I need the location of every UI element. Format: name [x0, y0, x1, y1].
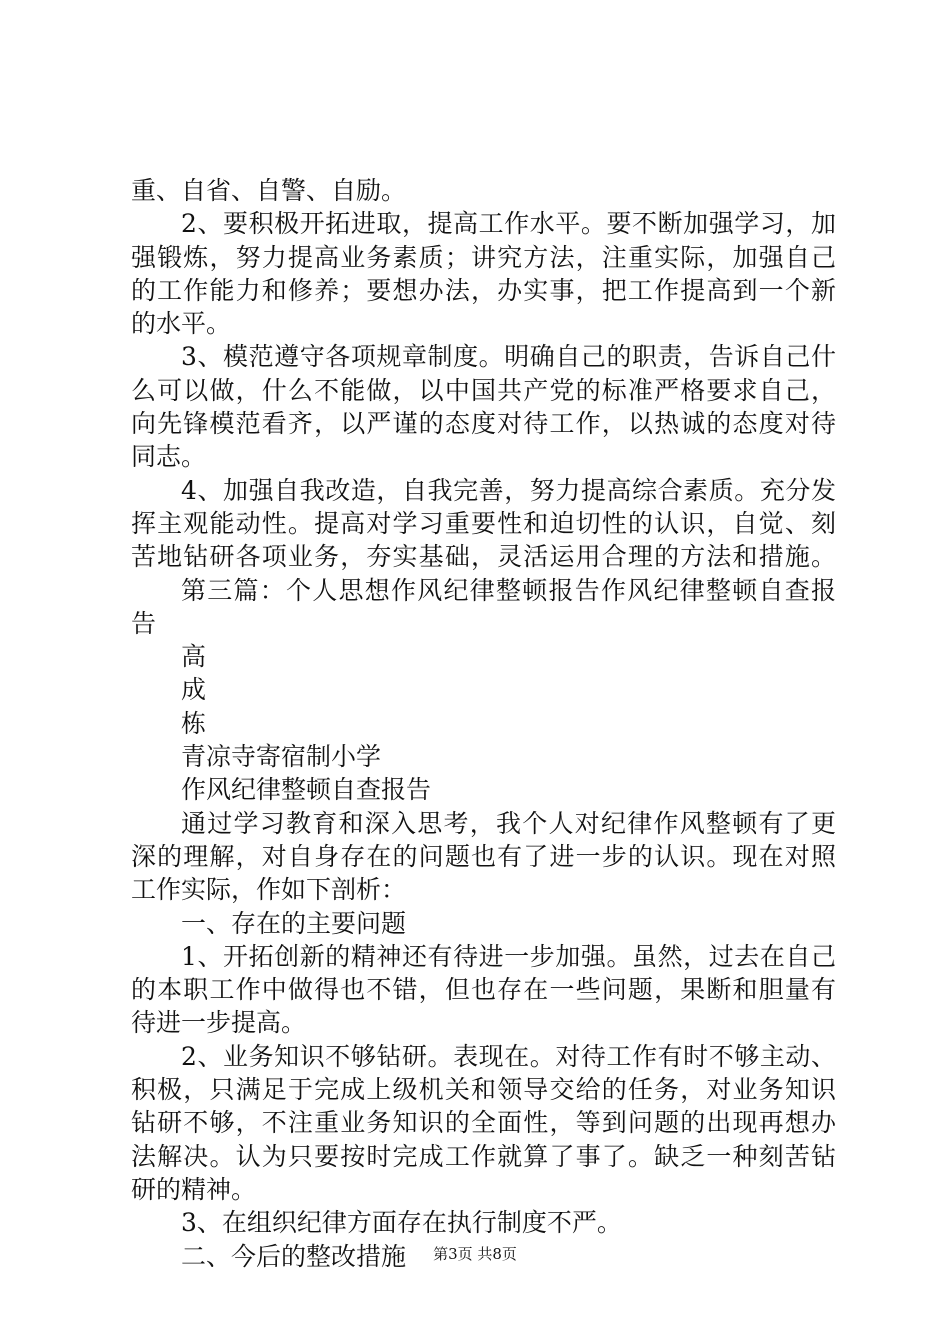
paragraph-first-line: 2、要积极开拓进取，提高工作水平。要不断加强学习，加	[181, 209, 836, 239]
text-line: 重、自省、自警、自励。	[131, 176, 407, 205]
text-line: 同志。	[131, 442, 207, 472]
author-name-char: 高	[181, 642, 207, 672]
paragraph-first-line: 1、开拓创新的精神还有待进一步加强。虽然，过去在自己	[181, 941, 836, 971]
document-body	[131, 174, 836, 1273]
report-title: 作风纪律整顿自查报告	[181, 775, 432, 805]
text-line: 的工作能力和修养；要想办法，办实事，把工作提高到一个新	[131, 275, 836, 305]
paragraph-first-line: 4、加强自我改造，自我完善，努力提高综合素质。充分发	[181, 475, 836, 505]
text-line: 钻研不够，不注重业务知识的全面性，等到问题的出现再想办	[131, 1108, 836, 1138]
page-number-footer: 第3页 共8页	[433, 1245, 517, 1263]
text-line: 工作实际，作如下剖析：	[131, 875, 407, 905]
text-line: 深的理解，对自身存在的问题也有了进一步的认识。现在对照	[131, 841, 836, 871]
text-line: 苦地钻研各项业务，夯实基础，灵活运用合理的方法和措施。	[131, 542, 836, 572]
text-line: 的水平。	[131, 309, 232, 339]
author-name-char: 栋	[181, 708, 207, 738]
text-line: 向先锋模范看齐，以严谨的态度对待工作，以热诚的态度对待	[131, 409, 836, 439]
paragraph-first-line: 2、业务知识不够钻研。表现在。对待工作有时不够主动、	[181, 1041, 836, 1071]
text-line: 的本职工作中做得也不错，但也存在一些问题，果断和胆量有	[131, 975, 836, 1005]
text-line: 么可以做，什么不能做，以中国共产党的标准严格要求自己，	[131, 375, 836, 405]
subsection-heading: 一、存在的主要问题	[181, 908, 407, 938]
school-name: 青凉寺寄宿制小学	[181, 742, 382, 772]
text-line: 积极，只满足于完成上级机关和领导交给的任务，对业务知识	[131, 1075, 836, 1105]
paragraph-first-line: 通过学习教育和深入思考，我个人对纪律作风整顿有了更	[181, 808, 836, 838]
author-name-char: 成	[181, 675, 207, 705]
text-line: 挥主观能动性。提高对学习重要性和迫切性的认识，自觉、刻	[131, 508, 836, 538]
text-line: 待进一步提高。	[131, 1008, 307, 1038]
subsection-heading: 二、今后的整改措施	[181, 1241, 407, 1271]
section-heading: 第三篇：个人思想作风纪律整顿报告作风纪律整顿自查报	[181, 575, 836, 605]
text-line: 强锻炼，努力提高业务素质；讲究方法，注重实际，加强自己	[131, 242, 836, 272]
text-line: 研的精神。	[131, 1174, 257, 1204]
paragraph-first-line: 3、在组织纪律方面存在执行制度不严。	[181, 1208, 622, 1238]
text-line: 法解决。认为只要按时完成工作就算了事了。缺乏一种刻苦钻	[131, 1141, 836, 1171]
section-heading-continuation: 告	[131, 608, 157, 638]
paragraph-first-line: 3、模范遵守各项规章制度。明确自己的职责，告诉自己什	[181, 342, 836, 372]
